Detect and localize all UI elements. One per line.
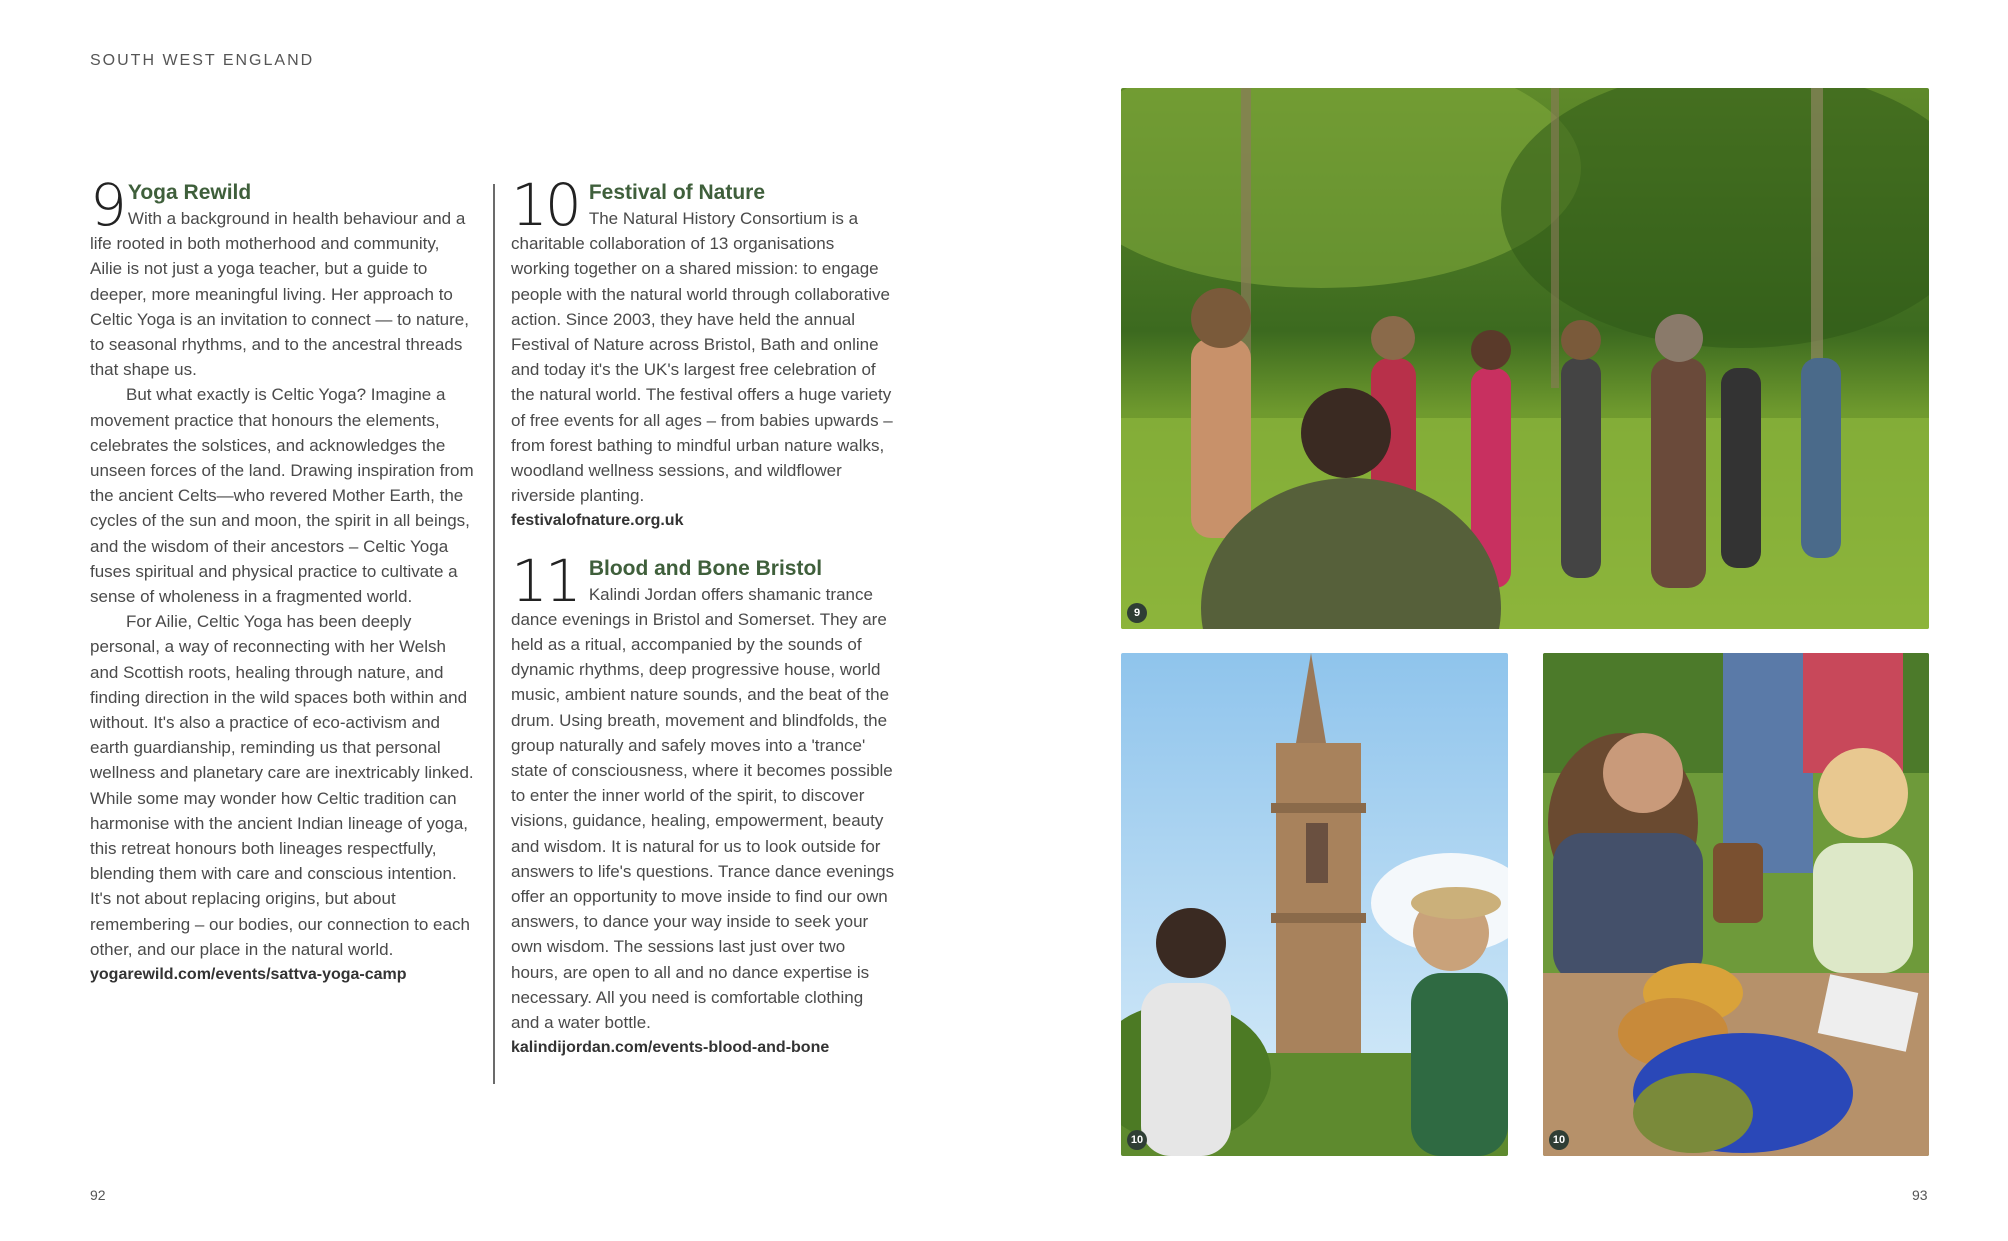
page-number-right: 93 (1912, 1187, 1928, 1203)
entry-link[interactable]: yogarewild.com/events/sattva-yoga-camp (90, 966, 407, 984)
photo-badge: 9 (1127, 603, 1147, 623)
entry-title: Blood and Bone Bristol (588, 556, 823, 580)
entry-paragraph: The Natural History Consortium is a charitable collaboration of 13 organisations working together on a shared mission: to engage people with the natural world through collaborative action. Since 2003, they have held the annual Festival of Nature across Bristol, Bath and online and today it's the UK's largest free celebration of the natural world. The festival offers a huge variety of free events for all ages – from babies upwards – from forest bathing to mindful urban nature walks, woodland wellness sessions, and wildflower riverside planting. (511, 209, 893, 506)
entry-festival-of-nature (511, 171, 896, 534)
column-divider (493, 184, 495, 1084)
entry-title: Yoga Rewild (127, 181, 252, 204)
craft-table-photo (1543, 653, 1929, 1156)
entry-paragraph: Kalindi Jordan offers shamanic trance dance evenings in Bristol and Somerset. They are held as a ritual, accompanied by the sounds of dynamic rhythms, deep progressive house, world music, ambient nature sounds, and the beat of the drum. Using breath, movement and blindfolds, the group naturally and safely moves into a 'trance' state of consciousness, where it becomes possible to enter the inner world of the spirit, to discover visions, guidance, healing, empowerment, beauty and wisdom. It is natural for us to look outside for answers to life's questions. Trance dance evenings offer an opportunity to move inside to find our own answers, to dance your way inside to seek your own wisdom. The sessions last just over two hours, are open to all and no dance expertise is necessary. All you need is comfortable clothing and a water bottle. (511, 584, 895, 1033)
section-label: SOUTH WEST ENGLAND (90, 52, 315, 69)
column-middle (511, 171, 896, 1061)
craft-table-illustration (1543, 653, 1929, 1156)
yoga-circle-illustration (1121, 88, 1929, 629)
entry-blood-and-bone (511, 546, 896, 1061)
entry-number: 9 (90, 171, 124, 239)
entry-link[interactable]: kalindijordan.com/events-blood-and-bone (511, 1039, 830, 1057)
entry-number: 11 (511, 546, 579, 615)
entry-yoga-rewild (90, 171, 475, 987)
yoga-circle-photo (1121, 88, 1929, 629)
entry-paragraph: But what exactly is Celtic Yoga? Imagine a movement practice that honours the elements, celebrates the solstices, and acknowledges the unseen forces of the land. Drawing inspiration from the ancient Celts—who revered Mother Earth, the cycles of the sun and moon, the spirit in all beings, and the wisdom of their ancestors – Celtic Yoga fuses spiritual and physical practice to cultivate a sense of wholeness in a fragmented world. (90, 385, 474, 607)
entry-link[interactable]: festivalofnature.org.uk (511, 512, 684, 530)
photo-badge: 10 (1127, 1130, 1147, 1150)
entry-paragraph: For Ailie, Celtic Yoga has been deeply personal, a way of reconnecting with her Welsh and Scottish roots, healing through nature, and finding direction in the wild spaces both within and without. It's also a practice of eco-activism and earth guardianship, reminding us that personal wellness and planetary care are inextricably linked. While some may wonder how Celtic tradition can harmonise with the ancient Indian lineage of yoga, this retreat honours both lineages respectfully, blending them with care and conscious intention. It's not about replacing origins, but about remembering – our bodies, our connection to each other, and our place in the natural world. (90, 612, 474, 959)
tower-photo (1121, 653, 1508, 1156)
tower-illustration (1121, 653, 1508, 1156)
photo-badge: 10 (1549, 1130, 1569, 1150)
entry-paragraph: With a background in health behaviour and a life rooted in both motherhood and community, Ailie is not just a yoga teacher, but a guide to deeper, more meaningful living. Her approach to Celtic Yoga is an invitation to connect — to nature, to seasonal rhythms, and to the ancestral threads that shape us. (90, 209, 469, 380)
page-number-left: 92 (90, 1187, 106, 1203)
entry-title: Festival of Nature (588, 181, 766, 204)
entry-number: 10 (511, 171, 579, 239)
column-left (90, 171, 475, 987)
